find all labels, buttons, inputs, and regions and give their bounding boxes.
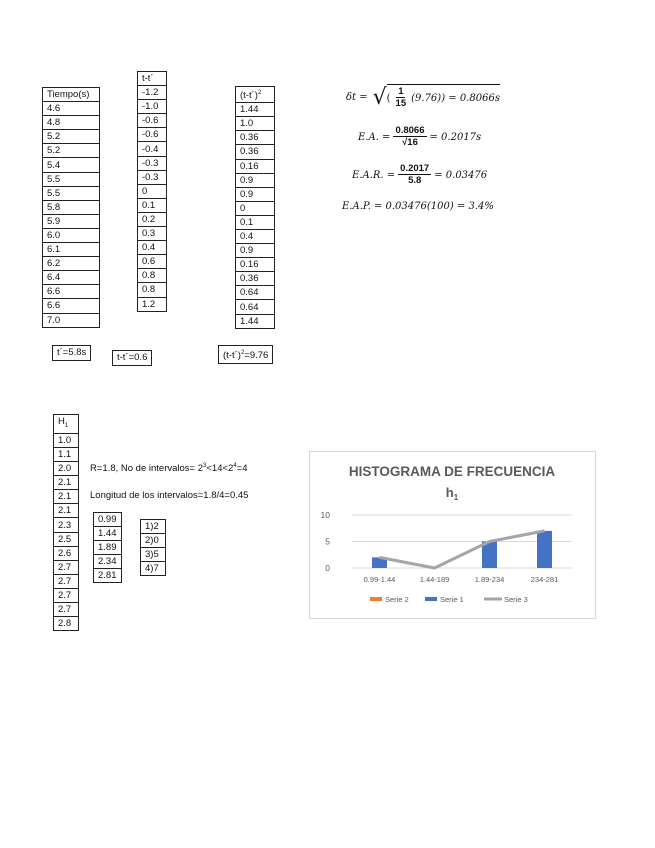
eq1-num: 1: [398, 86, 404, 97]
frequency-table: [140, 519, 166, 576]
eq1-den: 15: [395, 98, 407, 109]
eq2-rest: = 0.2017s: [429, 131, 482, 143]
square-cell: 0.16: [236, 159, 275, 173]
square-cell: 0: [236, 201, 275, 215]
square-cell: 0.36: [236, 145, 275, 159]
table-row: [54, 603, 79, 617]
equation-ea: [358, 125, 481, 149]
frequency-cell: 3)5: [141, 548, 166, 562]
chart-title: HISTOGRAMA DE FRECUENCIA: [348, 464, 556, 479]
y-tick-label: 0: [325, 563, 330, 573]
tiempo-cell: 5.5: [43, 186, 100, 200]
interval-cell: 1.89: [94, 541, 122, 555]
square-cell: 0.1: [236, 215, 275, 229]
table-row: [43, 228, 100, 242]
frequency-cell: 4)7: [141, 562, 166, 576]
square-cell: 0.4: [236, 230, 275, 244]
table-row: [236, 159, 275, 173]
table-row: [43, 130, 100, 144]
table-row: [43, 299, 100, 313]
table-header: [236, 87, 275, 103]
diff-cell: -0.3: [138, 156, 167, 170]
eq2-lhs: E.A. =: [358, 131, 391, 143]
tiempo-cell: 5.2: [43, 144, 100, 158]
square-cell: 1.44: [236, 314, 275, 328]
frequency-cell: 2)0: [141, 534, 166, 548]
table-row: [43, 200, 100, 214]
table-row: [43, 172, 100, 186]
chart-subtitle-sub: 1: [453, 493, 459, 502]
tiempo-cell: 6.1: [43, 243, 100, 257]
table-row: [54, 546, 79, 560]
equation-eap: [342, 201, 494, 212]
table-row: [236, 87, 275, 103]
h-cell: 2.8: [54, 617, 79, 631]
table-row: [236, 215, 275, 229]
intervals-note: [90, 463, 248, 474]
square-cell: 0.36: [236, 131, 275, 145]
tiempo-cell: 6.6: [43, 285, 100, 299]
square-cell: 0.9: [236, 173, 275, 187]
chart-line: [380, 531, 545, 568]
table-row: [236, 103, 275, 117]
table-row: [138, 241, 167, 255]
table-row: [236, 286, 275, 300]
table-row: [43, 88, 100, 102]
note1-b: <14<2: [206, 463, 234, 475]
table-row: [138, 269, 167, 283]
square-cell: 0.64: [236, 286, 275, 300]
tiempo-cell: 4.6: [43, 102, 100, 116]
h-cell: 2.1: [54, 504, 79, 518]
note1-sup1: 3: [203, 463, 207, 469]
table-row: [43, 116, 100, 130]
h-cell: 2.3: [54, 518, 79, 532]
note1-c: =4: [236, 463, 248, 475]
histogram-chart: [309, 451, 596, 619]
length-note: Longitud de los intervalos=1.8/4=0.45: [90, 490, 249, 501]
table-row: [43, 214, 100, 228]
table-row: [54, 518, 79, 532]
diff-cell: 0.3: [138, 227, 167, 241]
diff-cell: 0: [138, 184, 167, 198]
tiempo-cell: 5.4: [43, 158, 100, 172]
diff-cell: 1.2: [138, 297, 167, 311]
table-row: [138, 128, 167, 142]
legend-label: Serie 3: [504, 595, 528, 604]
table-row: [43, 271, 100, 285]
eq3-den: 5.8: [408, 175, 422, 186]
chart-subtitle-main: h: [445, 485, 454, 500]
table-row: [54, 560, 79, 574]
h-cell: 2.5: [54, 532, 79, 546]
eq3-fraction: [398, 163, 431, 187]
table-row: [236, 145, 275, 159]
table-row: [236, 230, 275, 244]
sqrt-sign-icon: √: [372, 84, 387, 110]
h-header: H: [58, 416, 65, 427]
eq3-num: 0.2017: [400, 163, 430, 174]
legend-label: Serie 1: [440, 595, 464, 604]
header-text: (t-t´): [240, 90, 258, 102]
interval-cell: 2.34: [94, 555, 122, 569]
header-exponent: 2: [257, 90, 262, 96]
chart-x-labels: [364, 575, 559, 584]
square-cell: 0.36: [236, 272, 275, 286]
table-row: [43, 257, 100, 271]
equation-std: [346, 84, 500, 110]
table-row: [54, 504, 79, 518]
table-row: [138, 114, 167, 128]
table-row: [54, 462, 79, 476]
diff-cell: 0.2: [138, 212, 167, 226]
sum-exponent: 2: [240, 350, 245, 356]
y-tick-label: 10: [320, 510, 330, 520]
h-cell: 2.7: [54, 560, 79, 574]
diff-sum-label: t-t´=0.6: [112, 350, 152, 366]
tiempo-cell: 6.4: [43, 271, 100, 285]
sum-text: (t-t´): [223, 350, 241, 362]
table-header: t-t´: [138, 72, 167, 86]
h-cell: 2.1: [54, 476, 79, 490]
h-cell: 2.6: [54, 546, 79, 560]
table-row: [138, 255, 167, 269]
eq3-lhs: E.A.R. =: [352, 169, 396, 181]
diff-cell: -0.4: [138, 142, 167, 156]
table-row: [141, 562, 166, 576]
diff-cell: 0.8: [138, 283, 167, 297]
square-table: [235, 86, 275, 329]
table-row: [94, 541, 122, 555]
interval-cell: 0.99: [94, 513, 122, 527]
table-row: [138, 142, 167, 156]
table-row: [43, 285, 100, 299]
eq4-text: E.A.P. = 0.03476(100) = 3.4%: [342, 201, 494, 212]
bar-serie1: [537, 531, 552, 568]
table-row: [236, 201, 275, 215]
tiempo-cell: 5.8: [43, 200, 100, 214]
square-cell: 0.16: [236, 258, 275, 272]
eq1-rest: (9.76)) = 0.8066s: [411, 92, 500, 104]
tiempo-table: [42, 87, 100, 328]
interval-cell: 1.44: [94, 527, 122, 541]
table-row: [236, 258, 275, 272]
eq1-fraction: [394, 86, 409, 110]
table-row: [54, 617, 79, 631]
diff-cell: -0.3: [138, 170, 167, 184]
diff-table: [137, 71, 167, 312]
tiempo-cell: 6.6: [43, 299, 100, 313]
table-row: [54, 574, 79, 588]
table-row: [141, 548, 166, 562]
table-row: [138, 100, 167, 114]
x-tick-label: 1.89-234: [474, 575, 505, 584]
table-row: [138, 72, 167, 86]
chart-svg: [310, 452, 595, 618]
tiempo-cell: 5.5: [43, 172, 100, 186]
note1-a: R=1.8, No de intervalos= 2: [90, 463, 204, 475]
frequency-cell: 1)2: [141, 520, 166, 534]
diff-cell: -0.6: [138, 114, 167, 128]
table-row: [43, 144, 100, 158]
table-row: [138, 297, 167, 311]
h-cell: 2.0: [54, 462, 79, 476]
tiempo-cell: 7.0: [43, 313, 100, 327]
table-row: [43, 313, 100, 327]
x-tick-label: 1.44-189: [419, 575, 450, 584]
x-tick-label: 0.99-1.44: [363, 575, 396, 584]
tiempo-cell: 6.2: [43, 257, 100, 271]
diff-cell: 0.8: [138, 269, 167, 283]
h-cell: 2.1: [54, 490, 79, 504]
legend-swatch: [370, 597, 382, 601]
h-cell: 1.1: [54, 447, 79, 461]
table-row: [236, 300, 275, 314]
square-cell: 0.9: [236, 187, 275, 201]
h-cell: 2.7: [54, 603, 79, 617]
table-row: [138, 86, 167, 100]
table-row: [236, 314, 275, 328]
interval-cell: 2.81: [94, 569, 122, 583]
table-row: [43, 158, 100, 172]
table-row: [43, 102, 100, 116]
table-row: [43, 243, 100, 257]
table-row: [54, 415, 79, 434]
table-row: [236, 187, 275, 201]
table-row: [94, 513, 122, 527]
legend-label: Serie 2: [385, 595, 409, 604]
eq2-num: 0.8066: [395, 125, 425, 136]
table-row: [236, 117, 275, 131]
square-cell: 0.9: [236, 244, 275, 258]
diff-cell: 0.6: [138, 255, 167, 269]
x-tick-label: 234-281: [530, 575, 559, 584]
line-serie3: [380, 531, 545, 568]
eq2-fraction: [393, 125, 426, 149]
table-row: [54, 588, 79, 602]
table-row: [138, 156, 167, 170]
table-row: [54, 433, 79, 447]
table-row: [54, 476, 79, 490]
table-row: [236, 131, 275, 145]
eq3-rest: = 0.03476: [434, 169, 488, 181]
chart-legend: [370, 595, 528, 604]
tiempo-cell: 4.8: [43, 116, 100, 130]
square-cell: 0.64: [236, 300, 275, 314]
h-cell: 2.7: [54, 588, 79, 602]
table-header: Tiempo(s): [43, 88, 100, 102]
h-header-sub: 1: [64, 422, 69, 429]
square-sum-label: [218, 345, 273, 364]
table-row: [138, 212, 167, 226]
table-row: [94, 527, 122, 541]
table-row: [236, 272, 275, 286]
intervals-table: [93, 512, 122, 583]
square-cell: 1.0: [236, 117, 275, 131]
diff-cell: -0.6: [138, 128, 167, 142]
table-row: [138, 227, 167, 241]
table-row: [54, 532, 79, 546]
legend-swatch: [425, 597, 437, 601]
table-row: [43, 186, 100, 200]
diff-cell: 0.4: [138, 241, 167, 255]
table-row: [236, 244, 275, 258]
diff-cell: -1.0: [138, 100, 167, 114]
sum-value: =9.76: [244, 350, 269, 362]
diff-cell: -1.2: [138, 86, 167, 100]
eq1-lhs: δt =: [346, 91, 368, 103]
table-row: [138, 170, 167, 184]
table-row: [138, 198, 167, 212]
eq2-den: √16: [402, 137, 418, 148]
table-row: [94, 555, 122, 569]
sqrt-content: ( $\frac{1}{15}$ (9.76)) = 0.8066s: [386, 86, 500, 109]
note1-sup2: 4: [233, 463, 237, 469]
table-row: [141, 520, 166, 534]
table-row: [236, 173, 275, 187]
square-cell: 1.44: [236, 103, 275, 117]
equation-ear: [352, 163, 487, 187]
table-row: [138, 184, 167, 198]
tiempo-cell: 5.2: [43, 130, 100, 144]
tiempo-cell: 5.9: [43, 214, 100, 228]
y-tick-label: 5: [325, 536, 330, 547]
table-header: [54, 415, 79, 434]
mean-label: t´=5.8s: [52, 345, 91, 361]
h-cell: 2.7: [54, 574, 79, 588]
h1-table: [53, 414, 79, 631]
h-cell: 1.0: [54, 433, 79, 447]
table-row: [54, 490, 79, 504]
diff-cell: 0.1: [138, 198, 167, 212]
table-row: [141, 534, 166, 548]
tiempo-cell: 6.0: [43, 228, 100, 242]
table-row: [138, 283, 167, 297]
table-row: [54, 447, 79, 461]
table-row: [94, 569, 122, 583]
chart-subtitle: [446, 485, 459, 502]
